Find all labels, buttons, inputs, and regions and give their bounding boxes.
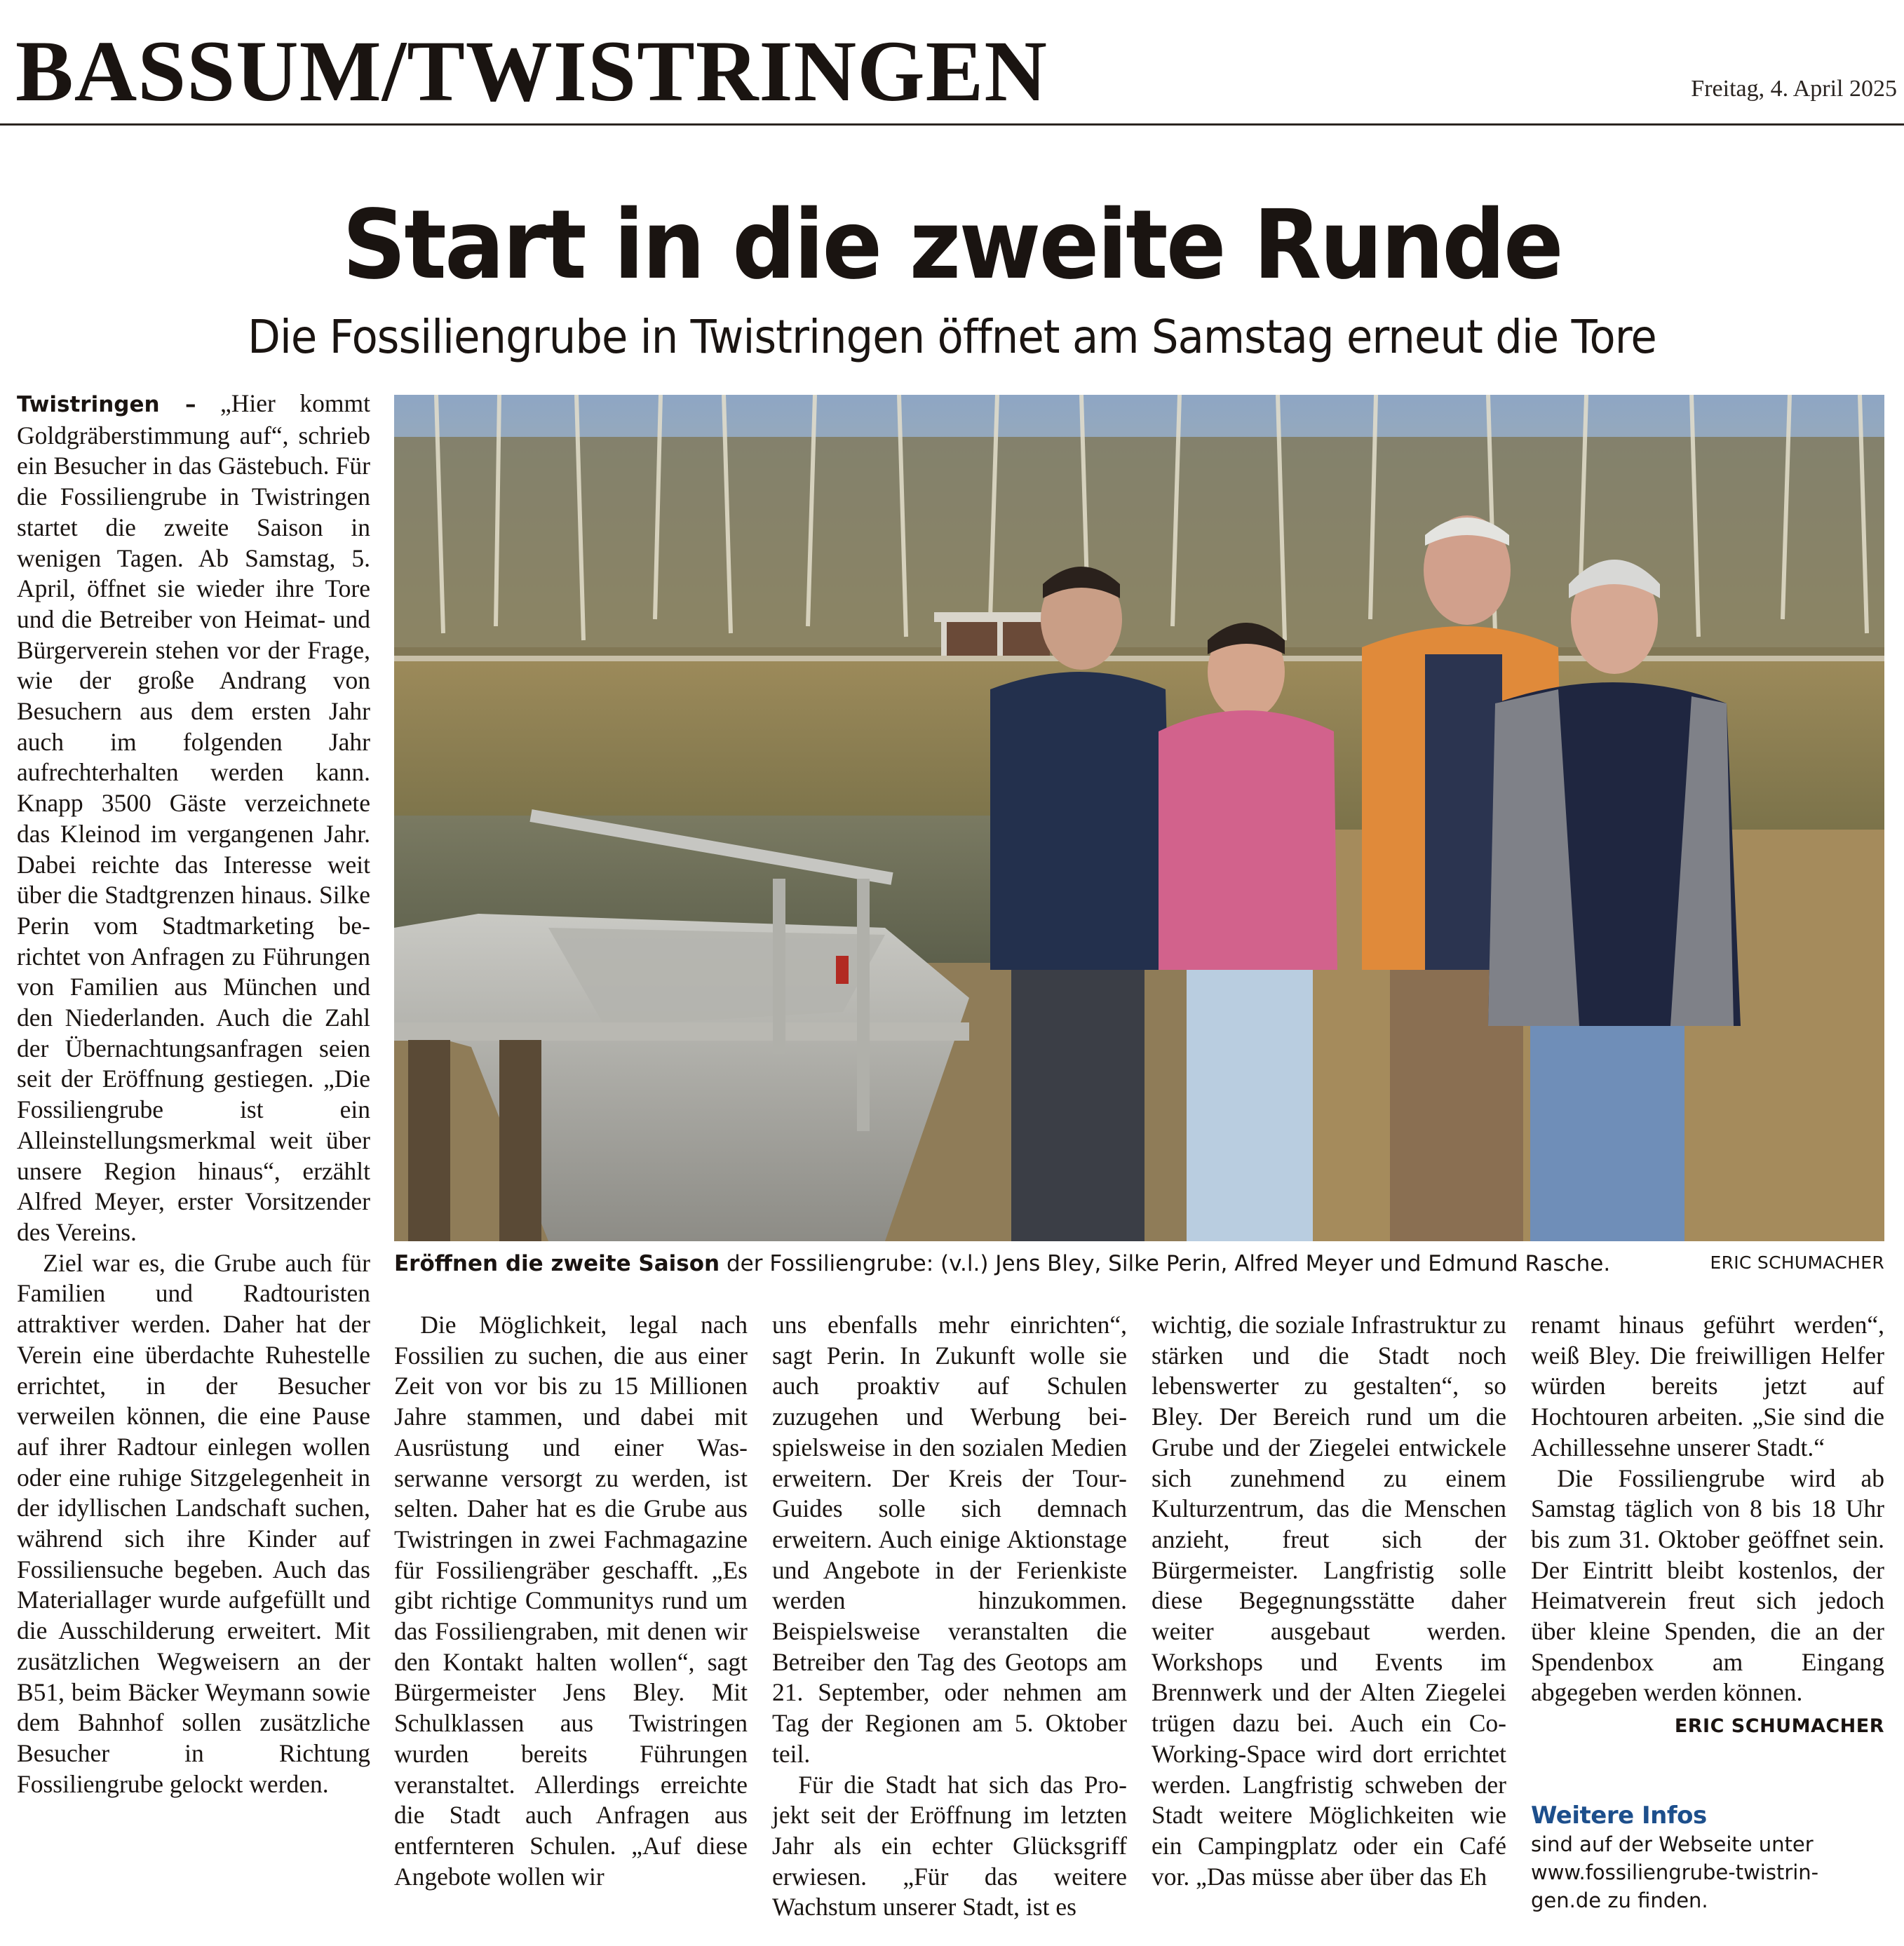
article-photo (394, 395, 1884, 1241)
paragraph-text: „Hier kommt Goldgräberstimmung auf“, schrieb ein Besucher in das Gästebuch. Für die Fossiliengrube in Twistringen startet die zweite Saison in wenigen Tagen. Ab Samstag, 5. April, öffnet sie wieder ihre Tore und die Betreiber von Heimat- und Bürgerverein stehen vor der Frage, wie der große Andrang von Besuchern aus dem ersten Jahr auch im folgenden Jahr aufrechterhalten werden kann. Knapp 3500 Gäste verzeichnete das Kleinod im vergangenen Jahr. Dabei reichte das Interesse weit über die Stadtgrenzen hinaus. Silke Perin vom Stadtmarketing berichtet von Anfragen zu Führungen von Familien aus München und den Niederlanden. Auch die Zahl der Übernachtungsanfragen seien seit der Eröffnung gestiegen. „Die Fossiliengrube ist ein Alleinstellungsmerkmal weit über unsere Region hinaus“, erzählt Alfred Meyer, erster Vorsitzender des Vereins. (17, 389, 370, 1246)
article-column-1 (17, 388, 370, 1799)
info-box-title: Weitere Infos (1531, 1802, 1707, 1830)
paragraph: renamt hinaus geführt werden“, weiß Bley. Die freiwilligen Helfer würden bereits jetzt auf Hochtouren arbeiten. „Sie sind die Achillessehne unserer Stadt.“ (1531, 1311, 1884, 1461)
article-column-3 (772, 1310, 1127, 1923)
caption-lead: Eröffnen die zweite Saison (394, 1251, 720, 1276)
caption-text: der Fossiliengrube: (v.l.) Jens Bley, Silke Perin, Alfred Meyer und Edmund Rasche. (720, 1251, 1611, 1276)
forest (394, 437, 1884, 661)
paragraph: uns ebenfalls mehr einrichten“, sagt Perin. In Zukunft wolle sie auch proaktiv auf Schulen zuzugehen und Werbung beispielsweise in den sozialen Medien erweitern. Der Kreis der Tour-Guides solle sich demnach erweitern. Auch einige Aktionstage und Angebote in der Ferienkiste werden hinzukommen. Beispielsweise veranstalten die Betreiber den Tag des Geotops am 21. September, oder nehmen am Tag der Regionen am 5. Oktober teil. (772, 1311, 1127, 1768)
info-line: sind auf der Webseite unter (1531, 1832, 1814, 1856)
paragraph: wichtig, die soziale Infrastruktur zu stärken und die Stadt noch lebenswerter zu gestalten“, so Bley. Der Bereich rund um die Grube und der Ziegelei entwickele sich zunehmend zu einem Kulturzentrum, das die Menschen anzieht, freut sich der Bürgermeister. Langfristig solle diese Begegnungsstätte daher weiter ausgebaut werden. Workshops und Events im Brennwerk und der Alten Ziegelei trügen dazu bei. Auch ein Co-Working-Space wird dort errichtet werden. Langfristig schweben der Stadt weitere Möglichkeiten wie ein Campingplatz oder ein Café vor. „Das müsse aber über das Eh (1152, 1311, 1506, 1891)
dateline: Twistringen – (17, 392, 196, 417)
author-byline: ERIC SCHUMACHER (1674, 1715, 1884, 1738)
info-website-link[interactable]: www.fossiliengrube-twistrin- (1531, 1860, 1819, 1884)
article-column-4 (1152, 1310, 1506, 1892)
photo-caption (394, 1248, 1884, 1279)
headline: Start in die zweite Runde (342, 190, 1562, 301)
info-box (1531, 1801, 1884, 1914)
paragraph-text: Die Fossiliengrube wird ab Samstag täglich von 8 bis 18 Uhr bis zum 31. Oktober geöffnet sein. Der Eintritt bleibt kostenlos, der Heimatverein freut sich jedoch über kleine Spenden, die an der Spendenbox am Eingang abgegeben werden können. (1531, 1464, 1884, 1707)
info-line: gen.de zu finden. (1531, 1888, 1708, 1912)
issue-date: Freitag, 4. April 2025 (1691, 76, 1897, 102)
paragraph: Die Möglichkeit, legal nach Fossilien zu suchen, die aus einer Zeit von vor bis zu 15 Millionen Jahre stammen, und dabei mit Ausrüstung und einer Wasserwanne versorgt zu werden, ist selten. Daher hat es die Grube aus Twistringen in zwei Fachmagazine für Fossiliengräber geschafft. „Es gibt richtige Communitys rund um das Fossiliengraben, mit denen wir den Kontakt halten wollen“, sagt Bürgermeister Jens Bley. Mit Schulklassen aus Twistringen wurden bereits Führungen veranstaltet. Allerdings erreichte die Stadt auch Anfragen aus entfernteren Schulen. „Auf diese Angebote wollen wir (394, 1311, 748, 1891)
paragraph (1531, 1464, 1884, 1738)
photo-illustration (394, 395, 1884, 1241)
paragraph: Für die Stadt hat sich das Projekt seit der Eröffnung im letzten Jahr als ein echter Glücksgriff erwiesen. „Für das weitere Wachstum unserer Stadt, ist es (772, 1770, 1127, 1921)
article-column-5 (1531, 1310, 1884, 1742)
info-box-text (1531, 1830, 1884, 1914)
header-rule (0, 123, 1904, 126)
paragraph (17, 388, 370, 1248)
paragraph: Ziel war es, die Grube auch für Familien und Radtouristen attraktiver werden. Daher hat der Verein eine überdachte Ruhestelle errichtet, in der Besucher verweilen können, die eine Pause auf ihrer Radtour einlegen wollen oder eine ruhige Sitzgelegenheit in der idyllischen Landschaft suchen, während sich ihre Kinder auf Fossiliensuche begeben. Auch das Materiallager wurde aufgefüllt und die Ausschilderung erweitert. Mit zusätzlichen Wegweisern an der B51, beim Bäcker Weymann sowie dem Bahnhof sollen zusätzliche Besucher in Richtung Fossiliengrube gelockt werden. (17, 1248, 370, 1798)
subheadline: Die Fossiliengrube in Twistringen öffnet am Samstag erneut die Tore (248, 310, 1656, 364)
section-title: BASSUM/TWISTRINGEN (15, 23, 1048, 119)
fence (394, 656, 1884, 661)
photo-credit: ERIC SCHUMACHER (1710, 1252, 1884, 1273)
article-column-2 (394, 1310, 748, 1892)
